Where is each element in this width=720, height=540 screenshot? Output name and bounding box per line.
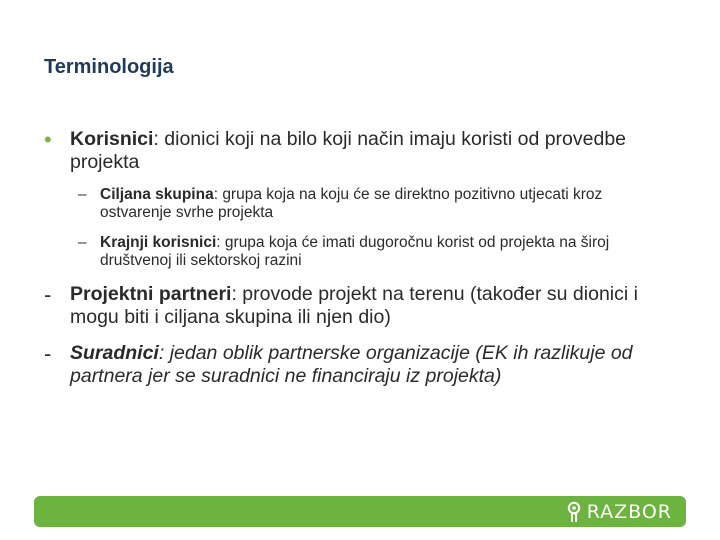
dash-marker: - xyxy=(44,341,52,366)
term-krajnji-korisnici: Krajnji korisnici xyxy=(100,234,217,251)
slide-title: Terminologija xyxy=(44,56,174,78)
footer-logo xyxy=(567,500,672,523)
subbullet-ciljana-skupina xyxy=(78,186,648,222)
subbullet-marker: – xyxy=(78,234,87,251)
subbullet-krajnji-korisnici xyxy=(78,234,648,270)
bullet-suradnici xyxy=(44,342,664,388)
definition-suradnici: : jedan oblik partnerske organizacije (EK ih razlikuje od partnera jer se suradnici ne financiraju iz projekta) xyxy=(70,342,633,387)
definition-projektni-partneri: : provode projekt na terenu (također su dionici i mogu biti i ciljana skupina ili njen dio) xyxy=(70,283,638,328)
dash-marker: - xyxy=(44,282,52,307)
subbullet-marker: – xyxy=(78,186,87,203)
definition-krajnji-korisnici: : grupa koja će imati dugoročnu korist od projekta na široj društvenoj ili sektorskoj razini xyxy=(100,234,610,269)
bullet-korisnici xyxy=(44,128,664,174)
footer-brand-name: RAZBOR xyxy=(586,500,672,523)
definition-ciljana-skupina: : grupa koja na koju će se direktno pozitivno utjecati kroz ostvarenje svrhe projekta xyxy=(100,186,603,221)
term-ciljana-skupina: Ciljana skupina xyxy=(100,186,214,203)
term-projektni-partneri: Projektni partneri xyxy=(70,283,232,305)
definition-korisnici: : dionici koji na bilo koji način imaju koristi od provedbe projekta xyxy=(70,128,627,173)
razbor-logo-icon xyxy=(567,501,581,523)
bullet-projektni-partneri xyxy=(44,283,664,329)
bullet-marker: • xyxy=(44,127,52,152)
term-suradnici: Suradnici xyxy=(70,342,159,364)
footer-bar xyxy=(34,496,686,527)
term-korisnici: Korisnici xyxy=(70,128,154,150)
